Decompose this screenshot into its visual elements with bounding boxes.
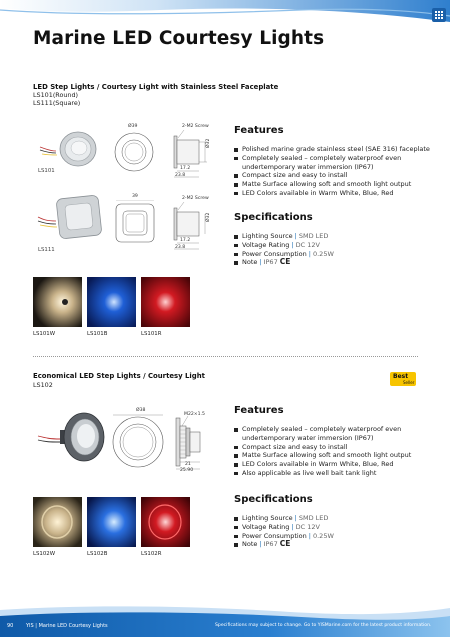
section1-title: LED Step Lights / Courtesy Light with Stainless Steel Faceplate [33,83,279,91]
dim-ls111-width: 39 [132,194,138,199]
dim-ls102-b: 25.90 [180,468,194,473]
photo-ls102b [87,497,136,547]
list-item: Note | IP67 CE [234,258,439,267]
dim-ls102-thread: M22×1.5 [184,412,205,417]
footer-wave [0,604,450,637]
spec-key: Lighting Source [242,514,293,522]
spec-key: Note [242,540,258,549]
spec-key: Voltage Rating [242,240,290,249]
page-title: Marine LED Courtesy Lights [33,28,325,49]
spec-value: IP67 [263,540,278,549]
product-image-ls111 [36,193,108,243]
photo-caption: LS101B [87,331,108,337]
dim-ls111-b: 23.8 [175,245,186,250]
dim-ls101-screw: 2-M2 Screw [182,124,209,129]
list-item: Completely sealed – completely waterproof even undertemporary water immersion (IP67) [234,425,439,443]
spec-key: Power Consumption [242,249,307,258]
spec-value: DC 12V [295,522,320,531]
dim-ls111-screw: 2-M2 Screw [182,196,209,201]
list-item: Power Consumption | 0.25W [234,532,439,541]
section2-features-heading: Features [234,405,284,416]
list-item: LED Colors available in Warm White, Blue, Red [234,189,439,198]
section1-model-square: LS111(Square) [33,99,81,107]
section1-features-list [234,145,439,198]
section1-specs-list [234,232,439,267]
section2-model: LS102 [33,381,53,389]
spec-key: Lighting Source [242,232,293,240]
product-image-ls102 [36,408,106,466]
list-item: Completely sealed – completely waterproof even undertemporary water immersion (IP67) [234,154,439,172]
dim-ls101-b: 23.8 [175,173,186,178]
spec-value: 0.25W [312,249,334,258]
spec-value: SMD LED [298,232,329,240]
footer-section: YIS | Marine LED Courtesy Lights [26,623,108,629]
footer-disclaimer: Specifications may subject to change. Go to YISMarine.com for the latest product information. [215,623,432,628]
photo-caption: LS102W [33,551,56,557]
section2-features-list [234,425,439,478]
photo-ls102w [33,497,82,547]
grid-icon[interactable] [432,8,446,22]
list-item: Matte Surface allowing soft and smooth light output [234,451,439,460]
section1-specs-heading: Specifications [234,212,313,223]
section-divider [33,356,418,357]
photo-ls101b [87,277,136,327]
list-item: LED Colors available in Warm White, Blue, Red [234,460,439,469]
photo-ls102r [141,497,190,547]
photo-ls101r [141,277,190,327]
list-item: Compact size and easy to install [234,171,439,180]
ce-mark: CE [279,539,291,549]
dim-ls101-diameter: Ø39 [128,124,138,129]
list-item: Voltage Rating | DC 12V [234,523,439,532]
list-item: Lighting Source | SMD LED [234,232,439,241]
list-item: Polished marine grade stainless steel (SAE 316) faceplate [234,145,439,154]
dimension-drawing-ls101 [112,130,224,180]
section2-specs-list [234,514,439,549]
page-number: 90 [7,623,14,629]
spec-value: DC 12V [295,240,320,249]
dim-ls102-a: 21 [185,462,191,467]
badge-line2: Seller [403,380,415,385]
photo-caption: LS101W [33,331,56,337]
photo-caption: LS102R [141,551,162,557]
ce-mark: CE [279,257,291,267]
spec-value: 0.25W [312,531,334,540]
product-image-ls101 [38,127,100,169]
list-item: Lighting Source | SMD LED [234,514,439,523]
badge-line1: Best [393,373,409,380]
list-item: Matte Surface allowing soft and smooth light output [234,180,439,189]
spec-key: Voltage Rating [242,522,290,531]
header-wave [0,0,450,28]
list-item: Compact size and easy to install [234,443,439,452]
photo-caption: LS101R [141,331,162,337]
dim-ls111-side: Ø32 [206,212,211,222]
product-label-ls111: LS111 [38,247,55,253]
section1-features-heading: Features [234,125,284,136]
list-item: Power Consumption | 0.25W [234,250,439,259]
dim-ls111-a: 17.2 [180,238,191,243]
spec-value: SMD LED [298,514,329,522]
photo-ls101w [33,277,82,327]
section2-specs-heading: Specifications [234,494,313,505]
list-item: Also applicable as live well bait tank light [234,469,439,478]
spec-key: Power Consumption [242,531,307,540]
dim-ls101-side: Ø32 [206,138,211,148]
list-item: Voltage Rating | DC 12V [234,241,439,250]
spec-value: IP67 [263,258,278,267]
section1-model-round: LS101(Round) [33,91,79,99]
dim-ls101-a: 17.2 [180,166,191,171]
spec-key: Note [242,258,258,267]
list-item: Note | IP67 CE [234,540,439,549]
product-label-ls101: LS101 [38,168,55,174]
dimension-drawing-ls111 [112,200,224,252]
section2-title: Economical LED Step Lights / Courtesy Light [33,372,205,380]
photo-caption: LS102B [87,551,108,557]
dim-ls102-diameter: Ø38 [136,408,146,413]
dimension-drawing-ls102 [110,414,228,474]
